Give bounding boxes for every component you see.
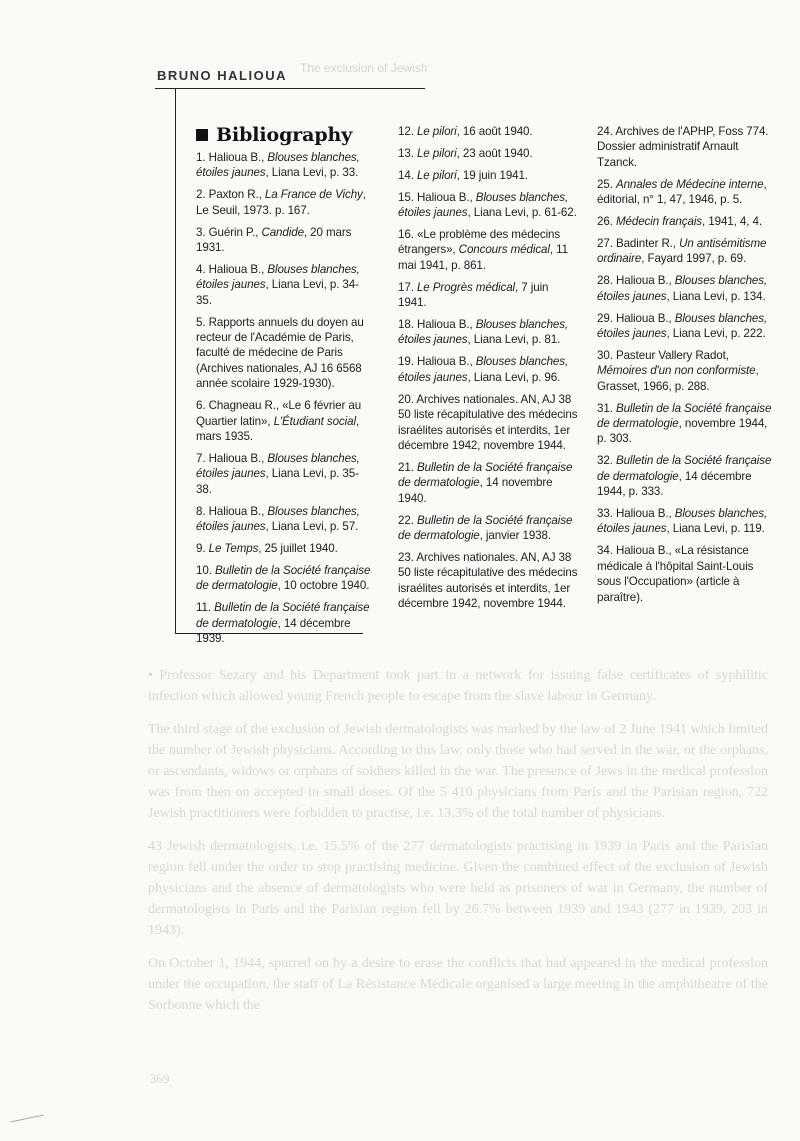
bibliography-entry [398, 227, 578, 273]
entry-it: Blouses blanches, étoiles jaunes [398, 190, 569, 220]
entry-pre: Pasteur Vallery Radot, [615, 348, 729, 362]
entry-post: , 14 décembre 1939. [196, 616, 351, 645]
bibliography-entry [597, 311, 777, 342]
entry-it: Annales de Médecine interne [615, 177, 764, 191]
bibliography-entry [597, 236, 777, 267]
bibliography-entry [196, 504, 372, 535]
entry-n: 24. [597, 125, 613, 138]
bibliography-entry [398, 124, 578, 139]
entry-it: Mémoires d'un non conformiste [597, 364, 756, 378]
bibliography-entry [398, 168, 578, 183]
entry-n: 2. [196, 188, 206, 202]
entry-it: Blouses blanches, étoiles jaunes [196, 262, 360, 292]
entry-post: , Liana Levi, p. 119. [666, 522, 765, 536]
entry-it: Le Temps [208, 541, 259, 555]
entry-pre: Halioua B., [416, 355, 476, 369]
bibliography-column-2 [398, 124, 578, 618]
bibliography-entry [597, 453, 777, 499]
entry-n: 9. [196, 541, 206, 555]
entry-it: Médecin français [615, 215, 702, 229]
bibliography-entry [597, 214, 777, 229]
ghost-paragraph: On October 1, 1944, spurred on by a desire to erase the conflicts that had appeared in the medical profession under the occupation, the staff of La Résistance Médicale organised a large meeting in the amphitheatre of the Sorbonne which the [148, 956, 768, 1013]
bibliography-entry [398, 550, 578, 612]
entry-n: 27. [597, 236, 613, 250]
bibliography-entry [597, 506, 777, 537]
ghost-paragraph: The third stage of the exclusion of Jewish dermatologists was marked by the law of 2 June 1941 which limited the number of Jewish physicians. According to this law, only those who had served in the war, or the orphans, or ascendants, widows or orphans of soldiers killed in the war. The presence of Jews in the medical profession was from then on accepted in small doses. Of the 5 410 physicians from Paris and the Parisian region, 722 Jewish practitioners were forbidden to practise, i.e. 13.3% of the total number of physicians. [148, 722, 768, 821]
entry-it: Blouses blanches, étoiles jaunes [597, 311, 768, 340]
bibliography-title: Bibliography [216, 124, 353, 146]
entry-it: Un antisémitisme ordinaire [597, 236, 767, 266]
entry-post: , 16 août 1940. [456, 125, 533, 138]
ghost-paragraph: • Professor Sezary and his Department took part in a network for issuing false certificates of syphilitic infection which allowed young French people to escape from the slave labour in Germany. [148, 668, 768, 704]
entry-n: 4. [196, 262, 206, 276]
entry-post: , Liana Levi, p. 33. [265, 166, 359, 180]
entry-post: , novembre 1944, p. 303. [597, 417, 768, 446]
entry-post: , Le Seuil, 1973. p. 167. [196, 188, 366, 217]
bibliography-entry [597, 348, 777, 394]
entry-n: 15. [398, 190, 414, 204]
entry-n: 13. [398, 146, 414, 160]
entry-n: 23. [398, 550, 414, 564]
entry-n: 31. [597, 401, 613, 415]
entry-it: Le pilori [416, 125, 457, 138]
bibliography-entry [196, 451, 372, 497]
entry-post: , Liana Levi, p. 61-62. [467, 206, 577, 220]
entry-post: , Liana Levi, p. 34-35. [196, 278, 359, 307]
entry-post: , 23 août 1940. [456, 146, 533, 160]
bibliography-entry [196, 262, 372, 308]
entry-post: , 19 juin 1941. [456, 168, 528, 182]
bibliography-entry [196, 315, 372, 392]
ghost-running-head: The exclusion of Jewish [300, 61, 428, 75]
entry-n: 6. [196, 399, 206, 413]
entry-post: , 1941, 4, 4. [702, 215, 762, 229]
bibliography-entry [597, 543, 777, 605]
bibliography-entry [398, 354, 578, 385]
entry-it: La France de Vichy [264, 188, 363, 202]
bibliography-entry [196, 600, 372, 646]
entry-pre: Halioua B., «La résistance médicale à l'hôpital Saint-Louis sous l'Occupation» (article à paraître). [597, 544, 754, 604]
entry-n: 20. [398, 392, 414, 406]
bibliography-heading [196, 124, 372, 146]
entry-post: , 25 juillet 1940. [258, 541, 338, 555]
entry-post: , Liana Levi, p. 96. [467, 370, 561, 384]
bibliography-column-1 [196, 124, 372, 653]
entry-pre: Badinter R., [615, 236, 680, 250]
entry-post: , 10 octobre 1940. [277, 579, 370, 593]
entry-pre: «Le problème des médecins étrangers», [398, 228, 561, 257]
bibliography-entry [196, 150, 372, 181]
entry-n: 19. [398, 355, 414, 369]
entry-it: Candide [261, 225, 304, 239]
entry-it: Blouses blanches, étoiles jaunes [196, 151, 360, 180]
entry-it: Bulletin de la Société française de dermatologie [597, 401, 772, 430]
bibliography-entry [597, 401, 777, 447]
entry-n: 17. [398, 280, 414, 294]
entry-it: Bulletin de la Société française de dermatologie [196, 601, 370, 630]
bibliography-column-3 [597, 124, 777, 611]
entry-n: 5. [196, 315, 206, 329]
entry-n: 10. [196, 563, 212, 577]
entry-it: Bulletin de la Société française de dermatologie [196, 563, 371, 593]
entry-post: , janvier 1938. [479, 528, 551, 542]
entry-n: 8. [196, 504, 206, 518]
entry-pre: Chagneau R., «Le 6 février au Quartier latin», [196, 399, 362, 428]
entry-post: , Liana Levi, p. 134. [666, 289, 766, 303]
entry-it: Blouses blanches, étoiles jaunes [597, 507, 768, 536]
ghost-page-number: 369 [150, 1071, 170, 1086]
entry-post: , 14 novembre 1940. [398, 476, 553, 505]
entry-n: 18. [398, 318, 414, 332]
entry-n: 12. [398, 125, 414, 138]
bibliography-entry [597, 177, 777, 208]
bibliography-entry [597, 124, 777, 170]
entry-it: Bulletin de la Société française de dermatologie [398, 513, 573, 542]
bibliography-entry [398, 146, 578, 161]
entry-n: 34. [597, 544, 613, 558]
entry-n: 29. [597, 311, 613, 325]
entry-pre: Halioua B., [416, 190, 476, 204]
entry-post: , mars 1935. [196, 414, 360, 443]
entry-post: , Grasset, 1966, p. 288. [597, 364, 759, 393]
ghost-paragraph: 43 Jewish dermatologists, i.e. 15.5% of the 277 dermatologists practising in 1939 in Paris and the Parisian region fell under the order to stop practising medicine. Given the combined effect of the exclusion of Jewish physicians and the absence of dermatologists who were held as prisoners of war in Germany, the number of dermatologists in Paris and the Parisian region fell by 26.7% between 1939 and 1943 (277 in 1939, 203 in 1943). [148, 839, 768, 938]
bibliography-entry [398, 460, 578, 506]
entry-it: Le Progrès médical [416, 280, 516, 294]
bibliography-entry [398, 190, 578, 221]
bibliography-entry [196, 563, 372, 594]
bibliography-entry [196, 398, 372, 444]
entry-pre: Halioua B., [208, 451, 268, 465]
entry-it: Blouses blanches, étoiles jaunes [398, 318, 569, 347]
entry-pre: Halioua B., [208, 262, 268, 276]
entry-pre: Archives nationales. AN, AJ 38 50 liste récapitulative des médecins israélites autorisés et interdits, 1er décembre 1942, novembre 1944. [398, 392, 578, 452]
entry-post: , Fayard 1997, p. 69. [641, 252, 747, 266]
entry-it: Concours médical [458, 243, 550, 257]
entry-n: 16. [398, 228, 414, 242]
entry-pre: Rapports annuels du doyen au recteur de l'Académie de Paris, faculté de médecine de Paris (Archives nationales, AJ 16 6568 année scolaire 1929-1930). [196, 315, 364, 391]
entry-n: 25. [597, 177, 613, 191]
entry-it: Blouses blanches, étoiles jaunes [196, 504, 360, 534]
entry-n: 32. [597, 454, 613, 468]
entry-post: , Liana Levi, p. 57. [265, 520, 359, 534]
bibliography-entry [398, 513, 578, 544]
entry-n: 14. [398, 168, 414, 182]
bibliography-entry [196, 187, 372, 218]
entry-n: 1. [196, 151, 206, 164]
entry-pre: Halioua B., [416, 318, 476, 332]
entry-it: Bulletin de la Société française de dermatologie [597, 454, 772, 483]
entry-n: 7. [196, 451, 206, 465]
entry-post: , 11 mai 1941, p. 861. [398, 243, 568, 272]
entry-n: 22. [398, 513, 414, 527]
bibliography-entry [398, 392, 578, 454]
entry-it: L'Étudiant social [273, 414, 356, 428]
entry-pre: Halioua B., [208, 151, 268, 164]
entry-it: Blouses blanches, étoiles jaunes [398, 355, 569, 384]
entry-it: Blouses blanches, étoiles jaunes [196, 451, 360, 481]
header-rule [155, 88, 425, 89]
bibliography-entry [398, 317, 578, 348]
entry-pre: Halioua B., [615, 507, 675, 521]
scan-mark [10, 1114, 43, 1122]
running-head-author: BRUNO HALIOUA [157, 68, 287, 83]
entry-pre: Archives nationales. AN, AJ 38 50 liste récapitulative des médecins israélites autorisés et interdits, 1er décembre 1942, novembre 1944. [398, 550, 578, 611]
ghost-body-text [148, 665, 768, 1095]
bibliography-vertical-rule [175, 88, 176, 633]
entry-n: 21. [398, 460, 414, 474]
entry-n: 11. [196, 601, 211, 615]
entry-it: Bulletin de la Société française de dermatologie [398, 460, 573, 490]
entry-n: 30. [597, 348, 613, 362]
entry-post: , Liana Levi, p. 222. [666, 326, 766, 340]
entry-it: Le pilori [416, 146, 457, 160]
square-bullet-icon [196, 129, 208, 141]
bibliography-entry [597, 273, 777, 304]
entry-post: , 7 juin 1941. [398, 280, 549, 310]
entry-it: Le pilori [416, 168, 457, 182]
entry-post: , Liana Levi, p. 35-38. [196, 467, 359, 496]
entry-pre: Halioua B., [615, 311, 675, 325]
entry-n: 26. [597, 215, 613, 229]
entry-post: , éditorial, n° 1, 47, 1946, p. 5. [597, 177, 767, 207]
entry-pre: Archives de l'APHP, Foss 774. Dossier administratif Arnault Tzanck. [597, 125, 769, 169]
entry-post: , Liana Levi, p. 81. [467, 333, 561, 347]
entry-pre: Halioua B., [208, 504, 268, 518]
entry-n: 3. [196, 225, 206, 239]
entry-post: , 20 mars 1931. [196, 225, 352, 255]
bibliography-entry [196, 541, 372, 556]
entry-pre: Halioua B., [615, 274, 675, 288]
entry-n: 28. [597, 274, 613, 288]
bibliography-entry [398, 280, 578, 311]
entry-pre: Paxton R., [208, 188, 265, 202]
entry-pre: Guérin P., [208, 225, 262, 239]
entry-post: , 14 décembre 1944, p. 333. [597, 469, 752, 499]
bibliography-entry [196, 225, 372, 256]
entry-n: 33. [597, 507, 613, 521]
entry-it: Blouses blanches, étoiles jaunes [597, 274, 768, 303]
